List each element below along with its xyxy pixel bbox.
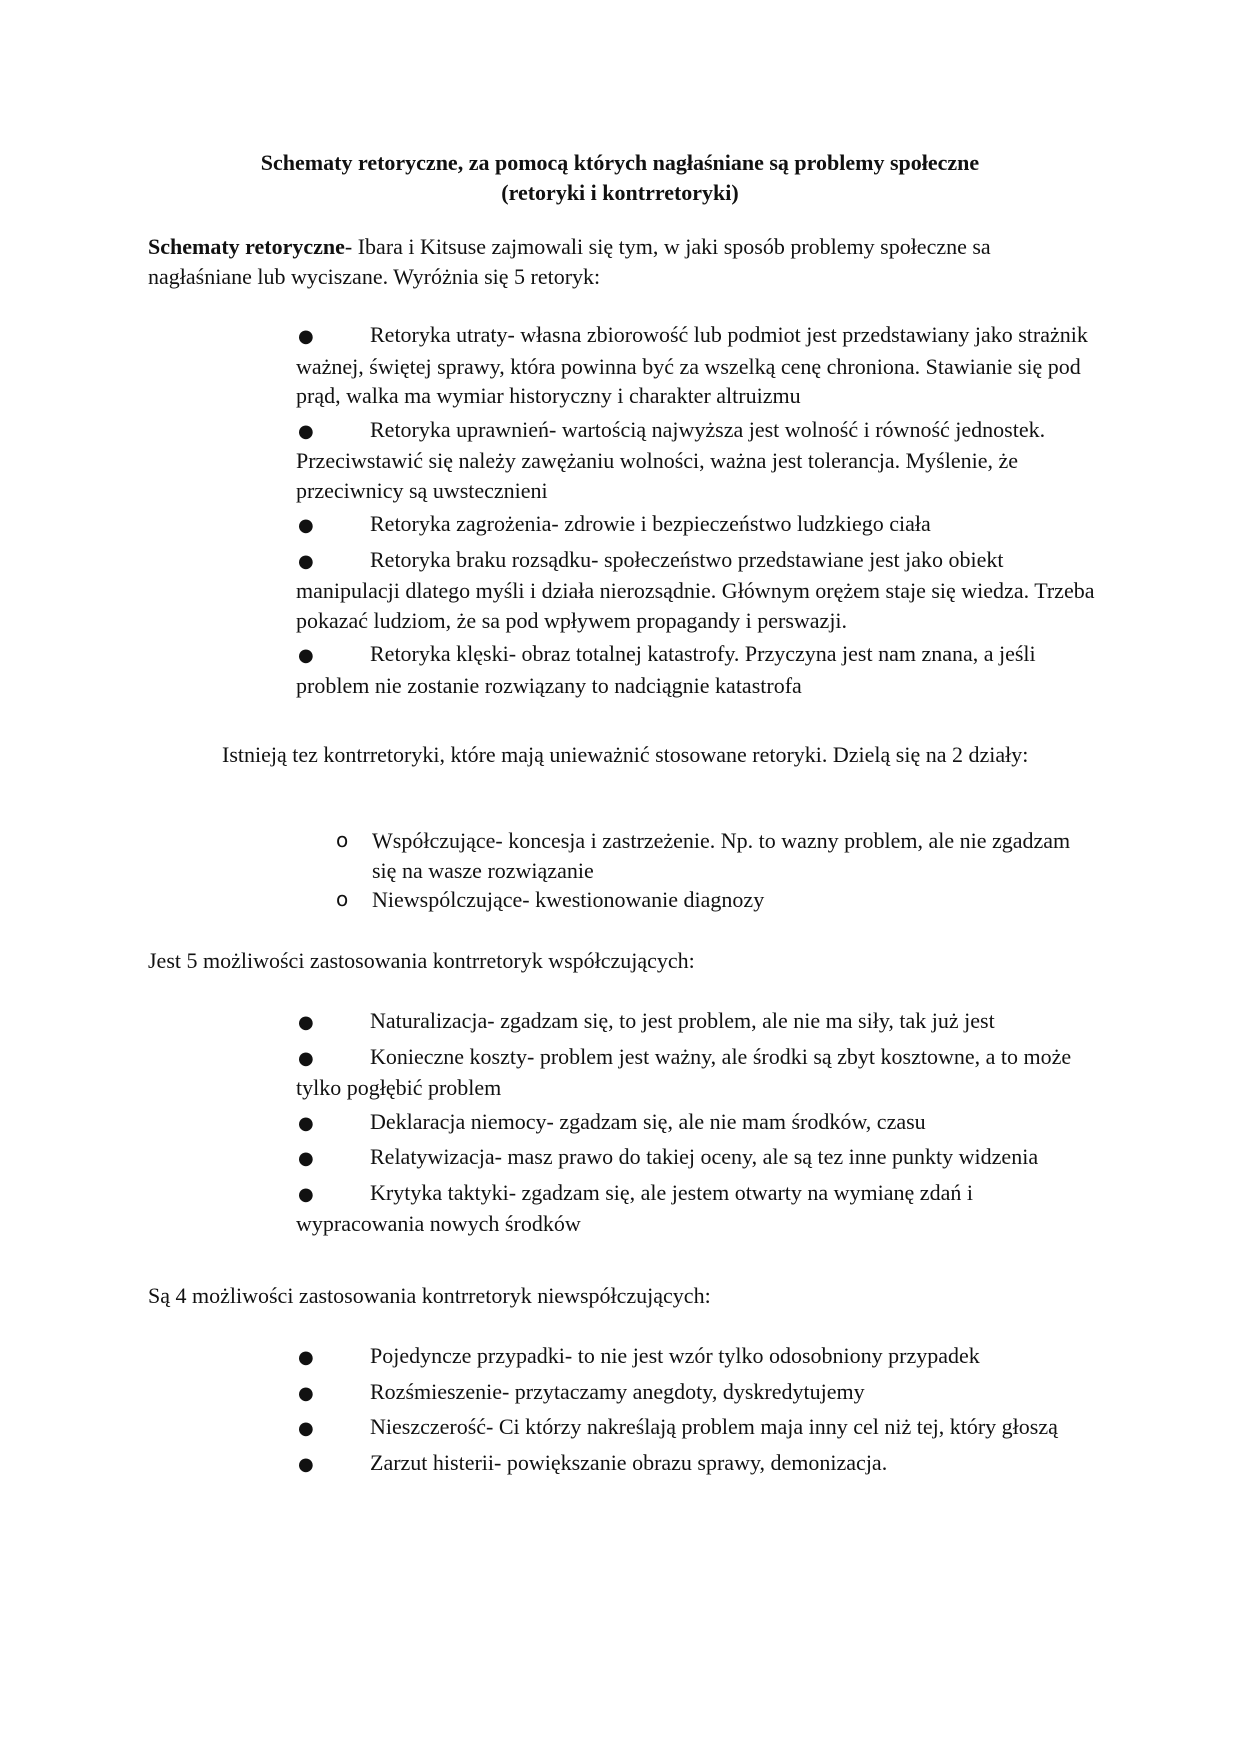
bullet-icon: ● (298, 1012, 314, 1033)
intro-text: - Ibara i Kitsuse zajmowali się tym, w jaki sposób problemy społeczne sa nagłaśniane lub wyciszane. Wyróżnia się 5 retoryk: (148, 234, 991, 289)
list-item-text: Współczujące- koncesja i zastrzeżenie. Np. to wazny problem, ale nie zgadzam się na wasze rozwiązanie (372, 828, 1071, 883)
niewspolczujace-list (296, 1341, 1096, 1483)
bullet-icon: ● (298, 515, 314, 536)
list-item-text: Retoryka braku rozsądku- społeczeństwo przedstawiane jest jako obiekt manipulacji dlatego myśli i działa nierozsądnie. Głównym orężem staje się wiedza. Trzeba pokazać ludziom, że sa pod wpływem propagandy i perswazji. (296, 546, 1095, 633)
list-item-text: Relatywizacja- masz prawo do takiej oceny, ale są tez inne punkty widzenia (370, 1144, 1039, 1169)
list-item-text: Niewspólczujące- kwestionowanie diagnozy (372, 887, 765, 912)
bullet-icon: ● (298, 1112, 314, 1134)
list-item (296, 1107, 1096, 1139)
list-item-text: Nieszczerość- Ci którzy nakreślają problem maja inny cel niż tej, który głoszą (370, 1414, 1058, 1439)
list-item (296, 1042, 1096, 1103)
wspolczujace-list (296, 1006, 1096, 1243)
list-item-text: Rozśmieszenie- przytaczamy anegdoty, dyskredytujemy (370, 1378, 865, 1404)
bullet-icon: ● (298, 326, 314, 347)
list-item (296, 639, 1096, 700)
list-item (296, 1341, 1096, 1373)
bullet-icon: ● (298, 1047, 314, 1069)
list-item (296, 1142, 1096, 1174)
bullet-icon: ● (298, 1382, 314, 1404)
list-item (336, 885, 1096, 915)
list-item (336, 826, 1096, 885)
intro-paragraph (148, 232, 1092, 291)
circle-bullet-icon: o (336, 887, 349, 911)
list-item-text: Retoryka uprawnień- wartością najwyższa jest wolność i równość jednostek. Przeciwstawić się należy zawężaniu wolności, ważna jest tolerancja. Myślenie, że przeciwnicy są uwstecznieni (296, 416, 1046, 503)
list-item (296, 1412, 1096, 1444)
title-line-2: (retoryki i kontrretoryki) (501, 180, 739, 205)
bullet-icon: ● (298, 1418, 314, 1439)
list-item (296, 1006, 1096, 1038)
circle-bullet-icon: o (336, 828, 349, 852)
document-title (148, 148, 1092, 208)
list-item (296, 1178, 1096, 1239)
list-item (296, 415, 1096, 506)
bullet-icon: ● (298, 1148, 314, 1169)
retoryki-list (296, 320, 1096, 704)
list-item (296, 545, 1096, 636)
list-item-text: Naturalizacja- zgadzam się, to jest problem, ale nie ma siły, tak już jest (370, 1008, 995, 1033)
list-item-text: Konieczne koszty- problem jest ważny, ale środki są zbyt kosztowne, a to może tylko pogłębić problem (296, 1043, 1072, 1100)
list-item-text: Deklaracja niemocy- zgadzam się, ale nie mam środków, czasu (370, 1108, 926, 1134)
bullet-icon: ● (298, 1453, 314, 1475)
list-item-text: Zarzut histerii- powiększanie obrazu sprawy, demonizacja. (370, 1449, 888, 1475)
list-item (296, 1377, 1096, 1409)
bullet-icon: ● (298, 420, 314, 442)
bullet-icon: ● (298, 550, 314, 572)
title-line-1: Schematy retoryczne, za pomocą których nagłaśniane są problemy społeczne (260, 150, 980, 175)
bullet-icon: ● (298, 645, 314, 666)
list-item (296, 320, 1096, 411)
niewspolczujace-paragraph: Są 4 możliwości zastosowania kontrretoryk niewspółczujących: (148, 1283, 711, 1308)
list-item-text: Krytyka taktyki- zgadzam się, ale jestem otwarty na wymianę zdań i wypracowania nowych środków (296, 1179, 973, 1236)
kontrretoryki-paragraph: Istnieją tez kontrretoryki, które mają unieważnić stosowane retoryki. Dzielą się na 2 działy: (222, 742, 1029, 767)
intro-term: Schematy retoryczne (148, 234, 345, 259)
list-item-text: Retoryka klęski- obraz totalnej katastrofy. Przyczyna jest nam znana, a jeśli problem nie zostanie rozwiązany to nadciągnie katastrofa (296, 641, 1036, 698)
bullet-icon: ● (298, 1347, 314, 1368)
list-item (296, 1448, 1096, 1480)
bullet-icon: ● (298, 1183, 314, 1205)
wspolczujace-paragraph: Jest 5 możliwości zastosowania kontrretoryk współczujących: (148, 948, 695, 973)
kontrretoryki-types-list (336, 826, 1096, 915)
list-item-text: Retoryka utraty- własna zbiorowość lub podmiot jest przedstawiany jako strażnik ważnej, świętej sprawy, która powinna być za wszelką cenę chroniona. Stawianie się pod prąd, walka ma wymiar historyczny i charakter altruizmu (296, 322, 1088, 408)
list-item-text: Pojedyncze przypadki- to nie jest wzór tylko odosobniony przypadek (370, 1343, 980, 1368)
list-item (296, 509, 1096, 541)
list-item-text: Retoryka zagrożenia- zdrowie i bezpieczeństwo ludzkiego ciała (370, 511, 931, 536)
